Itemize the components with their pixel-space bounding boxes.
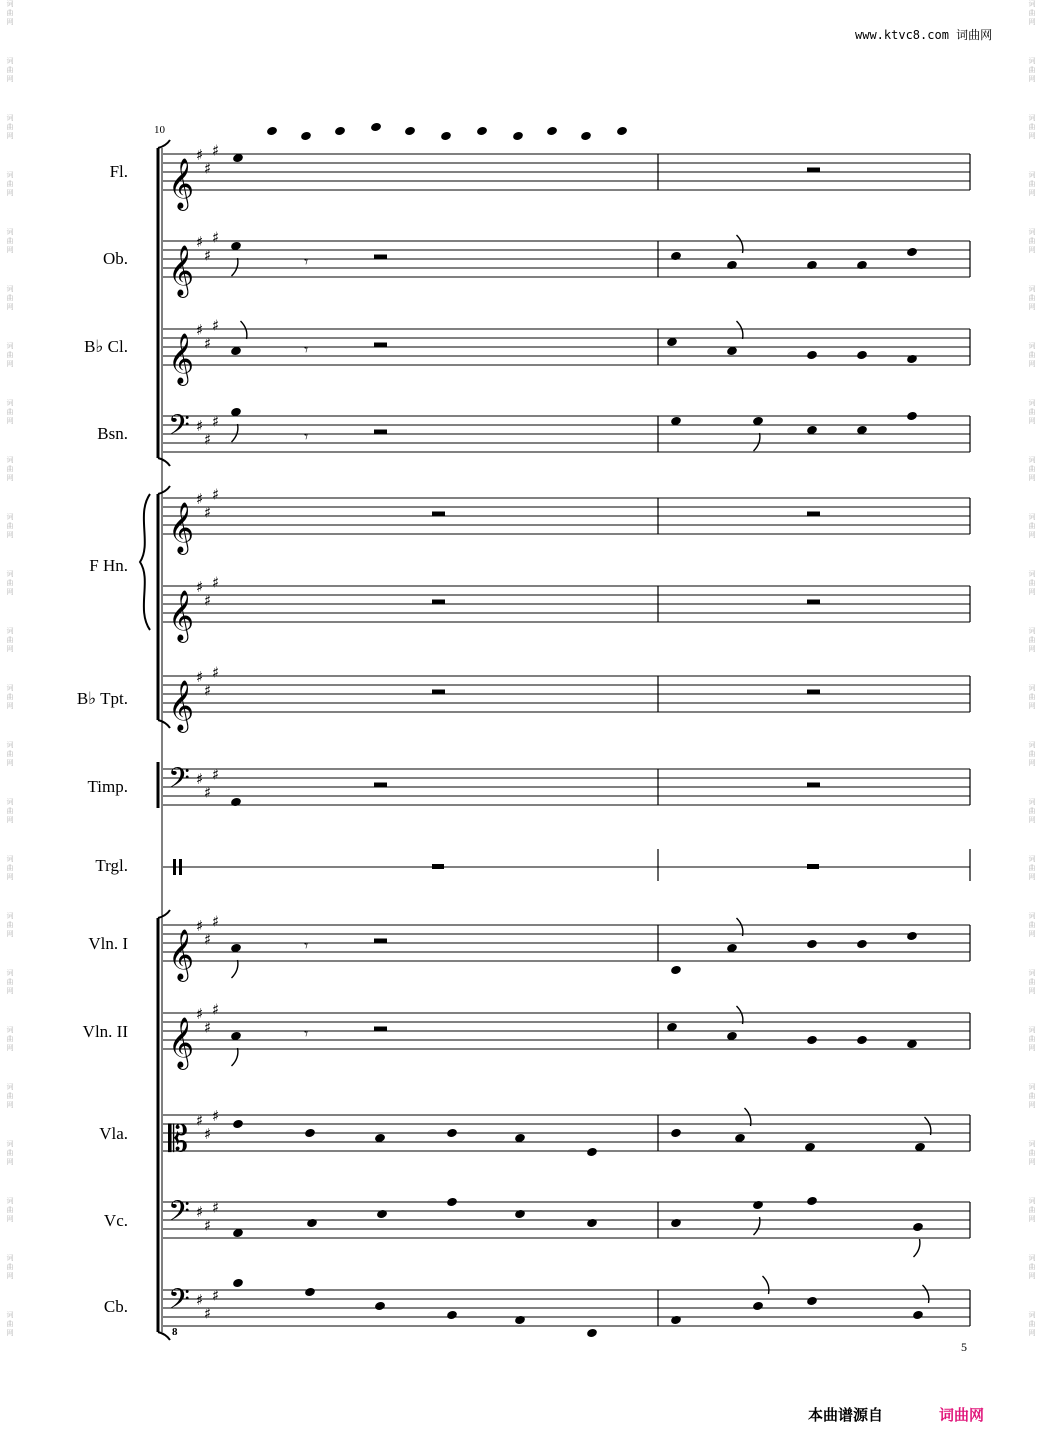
notehead bbox=[670, 251, 682, 262]
watermark-glyph: 词 曲 网 bbox=[6, 0, 14, 26]
whole-rest bbox=[807, 864, 819, 869]
notehead bbox=[232, 1278, 244, 1289]
sharp-icon: ♯ bbox=[204, 783, 212, 802]
notehead bbox=[370, 122, 382, 133]
watermark-glyph: 词 曲 网 bbox=[1028, 0, 1036, 26]
measure-number: 10 bbox=[154, 124, 165, 136]
eighth-rest: 𝄾 bbox=[304, 340, 309, 359]
sharp-icon: ♯ bbox=[212, 765, 220, 784]
sharp-icon: ♯ bbox=[212, 485, 220, 504]
sharp-icon: ♯ bbox=[204, 334, 212, 353]
bass-clef: 𝄢 bbox=[168, 409, 190, 449]
notehead bbox=[806, 939, 818, 950]
watermark-glyph: 词 曲 网 bbox=[1028, 1083, 1036, 1109]
label-oboe: Ob. bbox=[102, 249, 128, 268]
whole-rest bbox=[432, 512, 445, 517]
watermark-glyph: 词 曲 网 bbox=[6, 171, 14, 197]
watermark-glyph: 词 曲 网 bbox=[6, 684, 14, 710]
watermark-glyph: 词 曲 网 bbox=[1028, 1254, 1036, 1280]
notehead bbox=[752, 1200, 764, 1211]
key-signatures bbox=[196, 142, 219, 1323]
bass-clef: 𝄢 bbox=[168, 1283, 190, 1323]
half-rest bbox=[374, 343, 387, 348]
sharp-icon: ♯ bbox=[204, 503, 212, 522]
notehead bbox=[856, 260, 868, 271]
notehead bbox=[580, 131, 592, 142]
notehead bbox=[752, 1301, 764, 1312]
sharp-icon: ♯ bbox=[204, 430, 212, 449]
treble-clef: 𝄞 bbox=[168, 158, 195, 209]
half-rest bbox=[374, 255, 387, 260]
flag bbox=[754, 433, 760, 451]
cb-octave-marker: 8 bbox=[172, 1326, 178, 1338]
notehead bbox=[374, 1301, 386, 1312]
watermark-glyph: 词 曲 网 bbox=[6, 513, 14, 539]
notehead bbox=[806, 1296, 818, 1307]
sharp-icon: ♯ bbox=[196, 417, 204, 435]
sharp-icon: ♯ bbox=[196, 917, 204, 935]
label-clarinet: B♭ Cl. bbox=[84, 337, 128, 356]
bass-clef: 𝄢 bbox=[168, 1195, 190, 1235]
watermark-glyph: 词 曲 网 bbox=[1028, 1026, 1036, 1052]
sharp-icon: ♯ bbox=[196, 578, 204, 596]
watermark-glyph: 词 曲 网 bbox=[1028, 513, 1036, 539]
label-bassoon: Bsn. bbox=[97, 424, 128, 443]
watermark-glyph: 词 曲 网 bbox=[1028, 171, 1036, 197]
sharp-icon: ♯ bbox=[204, 930, 212, 949]
notehead bbox=[586, 1328, 598, 1339]
sharp-icon: ♯ bbox=[196, 233, 204, 251]
sharp-icon: ♯ bbox=[196, 1111, 204, 1130]
sharp-icon: ♯ bbox=[196, 668, 204, 686]
notehead bbox=[512, 131, 524, 142]
watermark-glyph: 词 曲 网 bbox=[6, 798, 14, 824]
watermark-glyph: 词 曲 网 bbox=[1028, 228, 1036, 254]
watermark-glyph: 词 曲 网 bbox=[6, 1311, 14, 1337]
label-triangle: Trgl. bbox=[95, 856, 128, 875]
sharp-icon: ♯ bbox=[196, 321, 204, 339]
watermark-glyph: 词 曲 网 bbox=[6, 741, 14, 767]
whole-rest bbox=[432, 600, 445, 605]
sharp-icon: ♯ bbox=[212, 1198, 220, 1217]
notehead bbox=[906, 247, 918, 258]
watermark-glyph: 词 曲 网 bbox=[6, 1140, 14, 1166]
barlines bbox=[658, 154, 970, 1326]
notehead bbox=[266, 126, 278, 137]
watermark-glyph: 词 曲 网 bbox=[6, 627, 14, 653]
notehead bbox=[404, 126, 416, 137]
notehead bbox=[806, 1035, 818, 1046]
watermark-glyph: 词 曲 网 bbox=[1028, 684, 1036, 710]
sharp-icon: ♯ bbox=[212, 912, 220, 931]
flag bbox=[745, 1108, 751, 1126]
label-contrabass: Cb. bbox=[103, 1297, 128, 1316]
label-violin-1: Vln. I bbox=[88, 934, 128, 953]
label-timpani: Timp. bbox=[87, 777, 128, 796]
watermark-glyph: 词 曲 网 bbox=[6, 570, 14, 596]
whole-rest bbox=[807, 783, 820, 788]
notehead bbox=[232, 1119, 244, 1130]
label-cello: Vc. bbox=[103, 1211, 128, 1230]
watermark-glyph: 词 曲 网 bbox=[6, 399, 14, 425]
watermark-glyph: 词 曲 网 bbox=[1028, 798, 1036, 824]
footer-watermark bbox=[808, 1404, 984, 1425]
percussion-clef bbox=[173, 859, 176, 875]
treble-clef: 𝄞 bbox=[168, 929, 195, 980]
system-brackets bbox=[140, 140, 170, 1340]
whole-rest bbox=[807, 168, 820, 173]
whole-rest bbox=[807, 512, 820, 517]
watermark-glyph: 词 曲 网 bbox=[1028, 969, 1036, 995]
sharp-icon: ♯ bbox=[212, 663, 220, 682]
sharp-icon: ♯ bbox=[212, 141, 220, 160]
watermark-glyph: 词 曲 网 bbox=[1028, 114, 1036, 140]
watermark-glyph: 词 曲 网 bbox=[6, 855, 14, 881]
sharp-icon: ♯ bbox=[212, 228, 220, 247]
flag bbox=[925, 1117, 931, 1135]
notehead bbox=[906, 931, 918, 942]
bracket-hook bbox=[158, 458, 170, 466]
flag bbox=[232, 1048, 238, 1066]
percussion-clef bbox=[179, 859, 182, 875]
sharp-icon: ♯ bbox=[204, 591, 212, 610]
label-trumpet: B♭ Tpt. bbox=[76, 689, 128, 708]
whole-rest bbox=[432, 864, 444, 869]
notehead bbox=[586, 1218, 598, 1229]
notehead bbox=[334, 126, 346, 137]
page-number: 5 bbox=[961, 1340, 967, 1354]
notehead bbox=[806, 1196, 818, 1207]
sharp-icon: ♯ bbox=[204, 1018, 212, 1037]
watermark-glyph: 词 曲 网 bbox=[1028, 855, 1036, 881]
watermark-glyph: 词 曲 网 bbox=[6, 969, 14, 995]
watermark-glyph: 词 曲 网 bbox=[6, 228, 14, 254]
flag bbox=[232, 424, 238, 442]
notehead bbox=[670, 1218, 682, 1229]
notehead bbox=[586, 1147, 598, 1158]
watermark-glyph: 词 曲 网 bbox=[1028, 342, 1036, 368]
notehead bbox=[670, 1315, 682, 1326]
watermark-glyph: 词 曲 网 bbox=[1028, 57, 1036, 83]
watermark-glyph: 词 曲 网 bbox=[1028, 570, 1036, 596]
sharp-icon: ♯ bbox=[212, 1107, 220, 1125]
sharp-icon: ♯ bbox=[212, 1286, 220, 1305]
notehead bbox=[856, 1035, 868, 1046]
eighth-rest: 𝄾 bbox=[304, 936, 309, 955]
watermark-glyph: 词 曲 网 bbox=[6, 57, 14, 83]
whole-rest bbox=[807, 690, 820, 695]
notehead bbox=[616, 126, 628, 137]
treble-clef: 𝄞 bbox=[168, 590, 195, 641]
flag bbox=[737, 321, 743, 339]
sharp-icon: ♯ bbox=[212, 573, 220, 592]
notehead bbox=[806, 350, 818, 361]
half-rest bbox=[374, 430, 387, 435]
label-flute: Fl. bbox=[109, 162, 128, 181]
site-url[interactable]: www.ktvc8.com bbox=[855, 28, 949, 42]
flag bbox=[232, 960, 238, 978]
notehead bbox=[304, 1128, 316, 1139]
horn-brace bbox=[140, 494, 150, 630]
flag bbox=[923, 1285, 929, 1303]
watermark-glyph: 词 曲 网 bbox=[6, 912, 14, 938]
alto-clef: 𝄡 bbox=[168, 1119, 189, 1160]
watermark-glyph: 词 曲 网 bbox=[6, 285, 14, 311]
bracket-hook bbox=[158, 1332, 170, 1340]
watermark-glyph: 词 曲 网 bbox=[1028, 741, 1036, 767]
treble-clef: 𝄞 bbox=[168, 245, 195, 296]
notehead bbox=[476, 126, 488, 137]
notehead bbox=[546, 126, 558, 137]
sharp-icon: ♯ bbox=[212, 1000, 220, 1019]
watermark-glyph: 词 曲 网 bbox=[1028, 399, 1036, 425]
notehead bbox=[726, 260, 738, 271]
eighth-rest: 𝄾 bbox=[304, 1024, 309, 1043]
sharp-icon: ♯ bbox=[212, 316, 220, 335]
notehead bbox=[856, 939, 868, 950]
watermark-glyph: 词 曲 网 bbox=[6, 456, 14, 482]
notehead bbox=[376, 1209, 388, 1220]
whole-rest bbox=[432, 690, 445, 695]
sharp-icon: ♯ bbox=[196, 490, 204, 508]
notehead bbox=[856, 350, 868, 361]
notehead bbox=[306, 1218, 318, 1229]
notehead bbox=[446, 1197, 458, 1208]
notehead bbox=[446, 1310, 458, 1321]
sharp-icon: ♯ bbox=[212, 412, 220, 431]
label-viola: Vla. bbox=[99, 1124, 128, 1143]
watermark-glyph: 词 曲 网 bbox=[1028, 1197, 1036, 1223]
notehead bbox=[806, 260, 818, 271]
whole-rest bbox=[807, 600, 820, 605]
notehead bbox=[514, 1209, 526, 1220]
sharp-icon: ♯ bbox=[204, 681, 212, 700]
watermark-glyph: 词 曲 网 bbox=[6, 1083, 14, 1109]
flag bbox=[914, 1239, 920, 1257]
watermark-glyph: 词 曲 网 bbox=[6, 342, 14, 368]
bracket-hook bbox=[158, 140, 170, 148]
notehead bbox=[670, 1128, 682, 1139]
footer-source-text: 本曲谱源自 bbox=[808, 1406, 884, 1424]
flag bbox=[241, 321, 247, 339]
eighth-rest: 𝄾 bbox=[304, 252, 309, 271]
notehead bbox=[514, 1315, 526, 1326]
notehead bbox=[304, 1287, 316, 1298]
watermark-glyph: 词 曲 网 bbox=[6, 1254, 14, 1280]
flag bbox=[232, 258, 238, 276]
watermark-glyph: 词 曲 网 bbox=[1028, 285, 1036, 311]
watermark-glyph: 词 曲 网 bbox=[1028, 1140, 1036, 1166]
watermark-glyph: 词 曲 网 bbox=[1028, 1311, 1036, 1337]
bass-clef: 𝄢 bbox=[168, 762, 190, 802]
half-rest bbox=[374, 783, 387, 788]
sharp-icon: ♯ bbox=[196, 146, 204, 164]
treble-clef: 𝄞 bbox=[168, 680, 195, 731]
flag bbox=[737, 1006, 743, 1024]
notehead bbox=[670, 965, 682, 976]
sharp-icon: ♯ bbox=[204, 159, 212, 178]
watermark-glyph: 词 曲 网 bbox=[1028, 912, 1036, 938]
sharp-icon: ♯ bbox=[196, 1005, 204, 1023]
watermark-glyph: 词 曲 网 bbox=[1028, 456, 1036, 482]
flag bbox=[737, 918, 743, 936]
sharp-icon: ♯ bbox=[196, 770, 204, 788]
staff-lines bbox=[163, 154, 970, 1326]
sharp-icon: ♯ bbox=[204, 1304, 212, 1323]
eighth-rest: 𝄾 bbox=[304, 427, 309, 446]
treble-clef: 𝄞 bbox=[168, 1017, 195, 1068]
sharp-icon: ♯ bbox=[196, 1203, 204, 1221]
notehead bbox=[440, 131, 452, 142]
flag bbox=[763, 1276, 769, 1294]
notehead bbox=[912, 1310, 924, 1321]
notehead bbox=[912, 1222, 924, 1233]
notes bbox=[230, 103, 931, 1357]
treble-clef: 𝄞 bbox=[168, 333, 195, 384]
bracket-hook bbox=[158, 910, 170, 918]
bracket-hook bbox=[158, 486, 170, 494]
treble-clef: 𝄞 bbox=[168, 502, 195, 553]
watermark-glyph: 词 曲 网 bbox=[1028, 627, 1036, 653]
label-horn: F Hn. bbox=[89, 556, 128, 575]
sharp-icon: ♯ bbox=[196, 1291, 204, 1309]
site-name: 词曲网 bbox=[956, 28, 993, 42]
watermark-glyph: 词 曲 网 bbox=[6, 1197, 14, 1223]
label-violin-2: Vln. II bbox=[82, 1022, 128, 1041]
sharp-icon: ♯ bbox=[204, 1125, 212, 1143]
sharp-icon: ♯ bbox=[204, 246, 212, 265]
watermark-glyph: 词 曲 网 bbox=[6, 114, 14, 140]
notehead bbox=[446, 1128, 458, 1139]
notehead bbox=[230, 797, 242, 808]
half-rest bbox=[374, 939, 387, 944]
notehead bbox=[300, 131, 312, 142]
footer-brand: 词曲网 bbox=[939, 1406, 985, 1424]
clefs bbox=[168, 158, 194, 1323]
notehead bbox=[906, 411, 918, 422]
notehead bbox=[906, 354, 918, 365]
sharp-icon: ♯ bbox=[204, 1216, 212, 1235]
half-rest bbox=[374, 1027, 387, 1032]
watermark-glyph: 词 曲 网 bbox=[6, 1026, 14, 1052]
